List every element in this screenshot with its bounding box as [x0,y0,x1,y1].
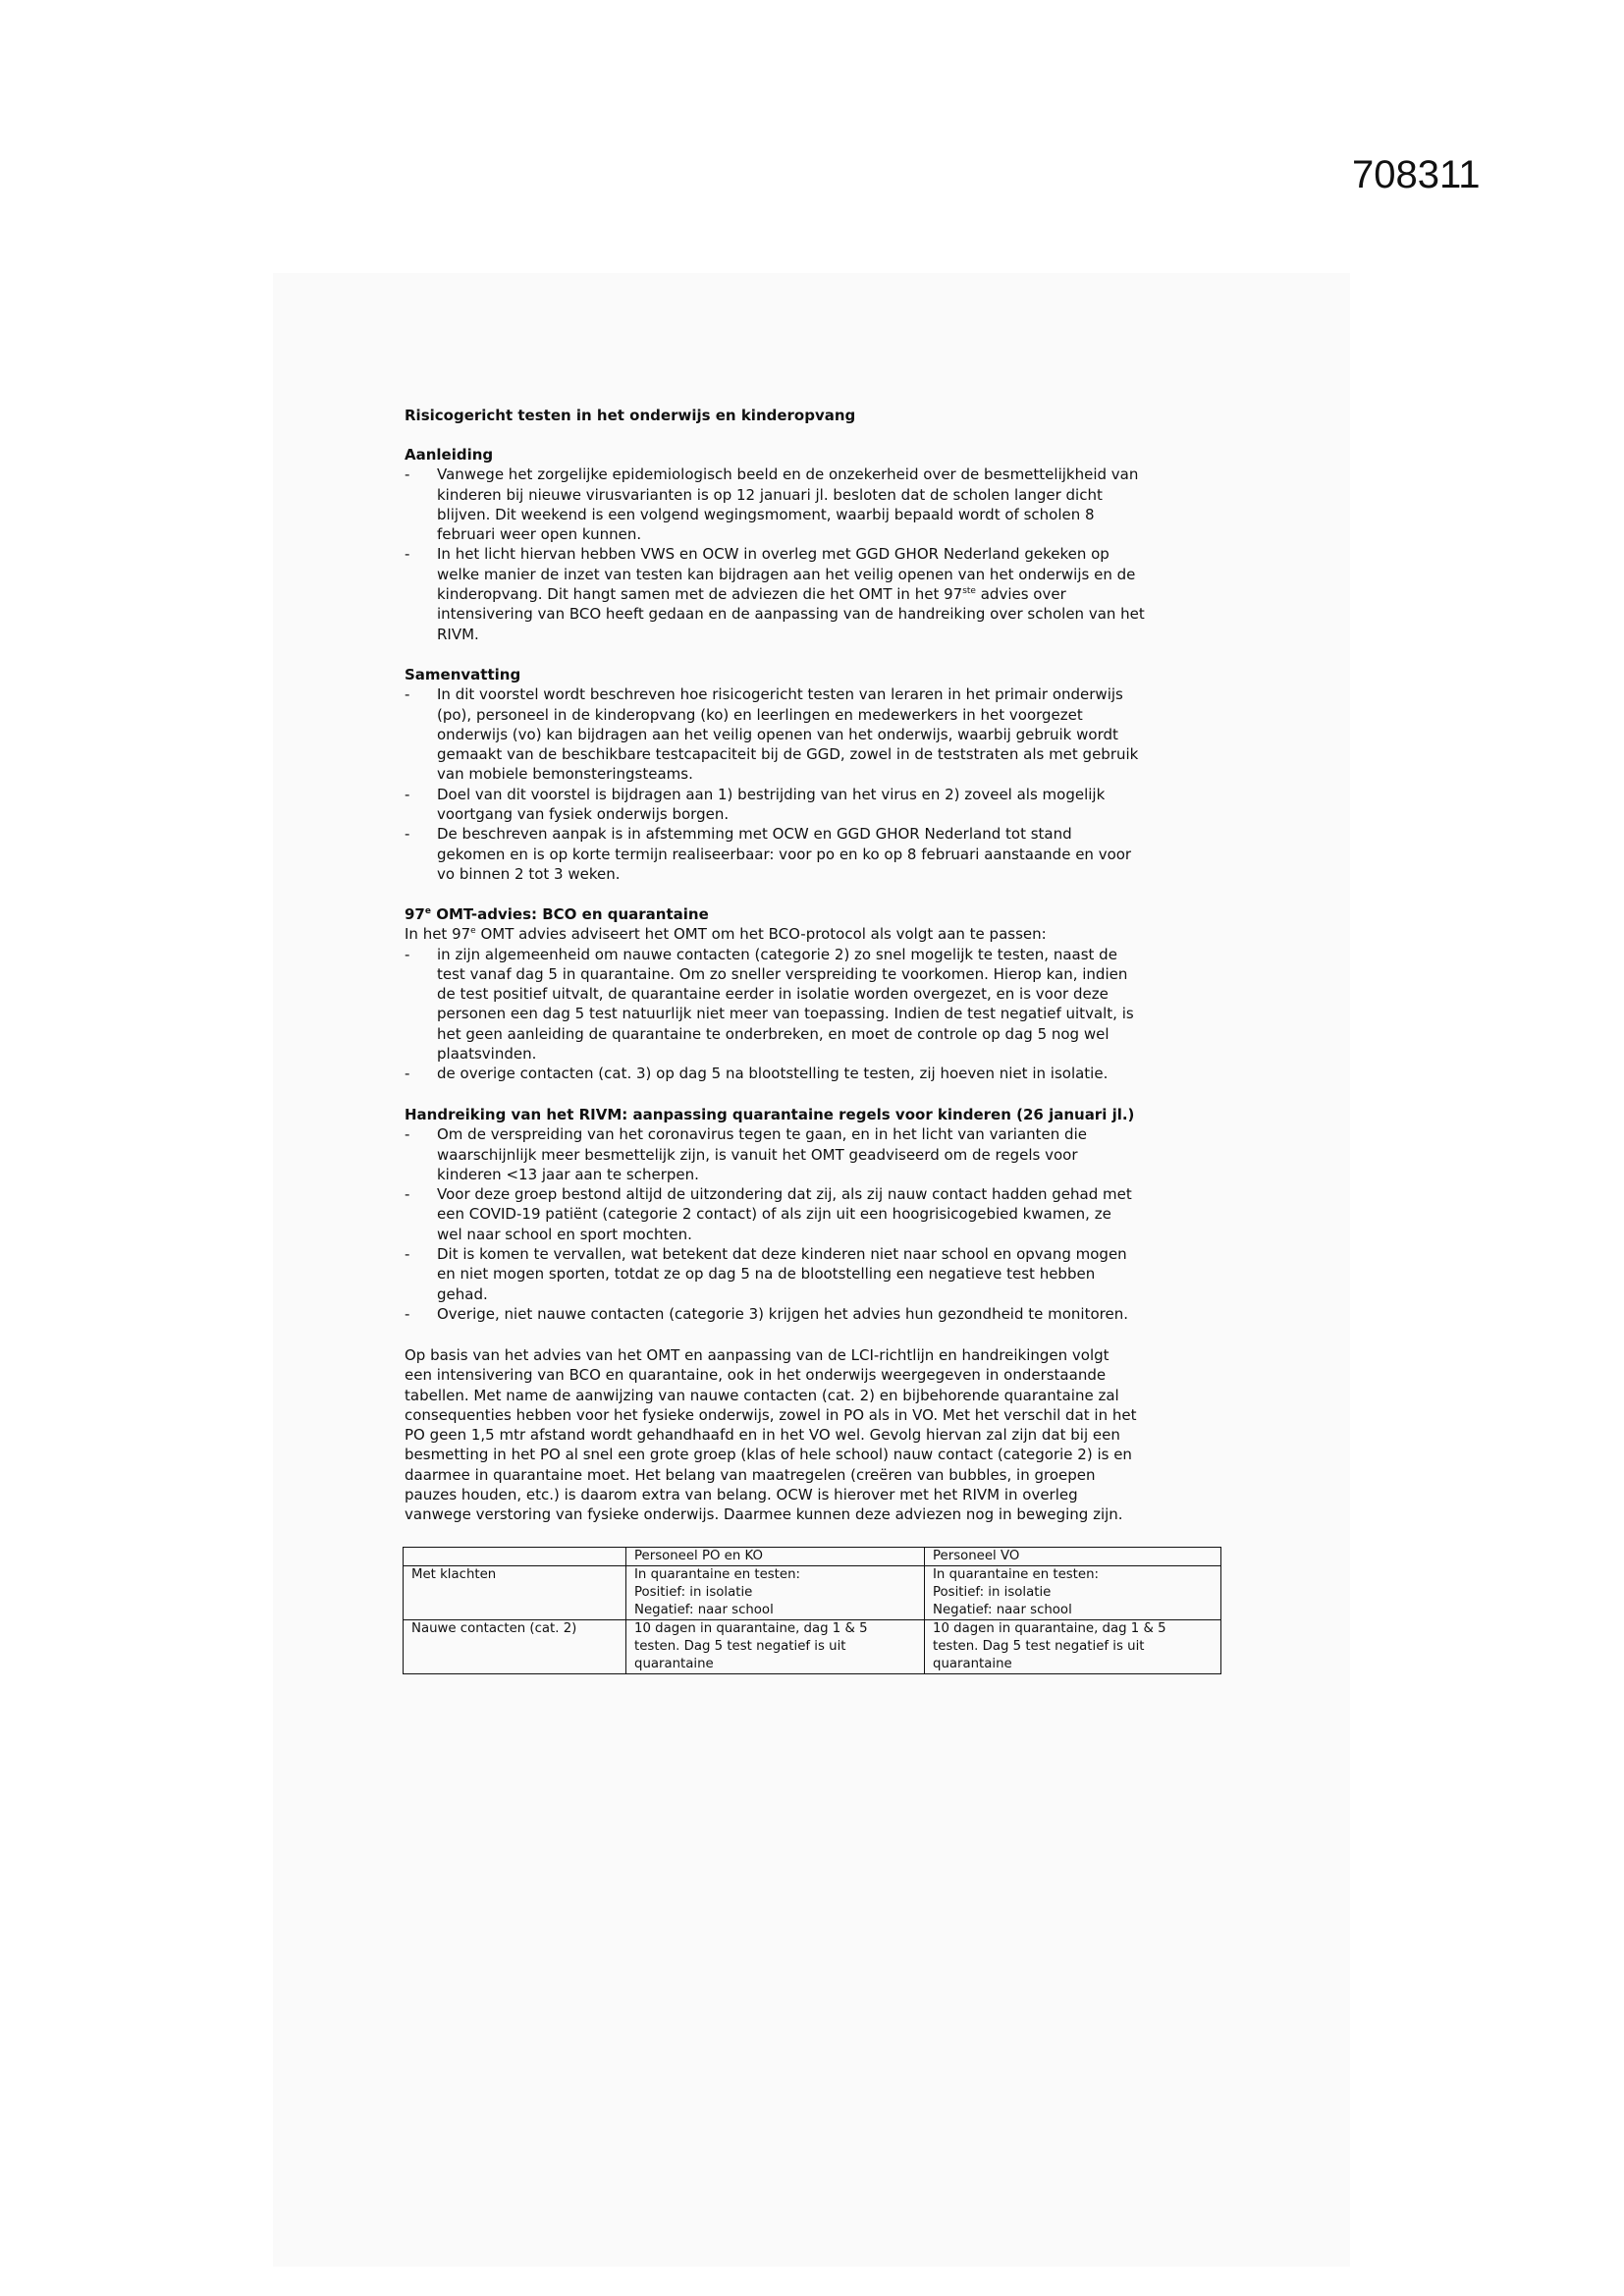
section-handreiking [405,1105,1249,1324]
section-intro: In het 97e OMT advies adviseert het OMT om het BCO-protocol als volgt aan te passen: [405,925,1047,944]
body-paragraph: Op basis van het advies van het OMT en aanpassing van de LCI-richtlijn en handreikingen volgt een intensivering van BCO en quarantaine, ook in het onderwijs weergegeven in onderstaande tabellen. Met name de aanwijzing van nauwe contacten (cat. 2) en bijbehorende quarantaine zal consequenties hebben voor het fysieke onderwijs, zowel in PO als in VO. Met het verschil dat in het PO geen 1,5 mtr afstand wordt gehandhaafd en in het VO wel. Gevolg hiervan zal zijn dat bij een besmetting in het PO al snel een grote groep (klas of hele school) nauw contact (categorie 2) is en daarmee in quarantaine moet. Het belang van maatregelen (creëren van bubbles, in groepen pauzes houden, etc.) is daarom extra van belang. OCW is hierover met het RIVM in overleg vanwege verstoring van fysieke onderwijs. Daarmee kunnen deze adviezen nog in beweging zijn. [405,1346,1137,1524]
section-heading: Aanleiding [405,446,494,464]
list-item: - Dit is komen te vervallen, wat betekent dat deze kinderen niet naar school en opvang mogen en niet mogen sporten, totdat ze op dag 5 na de blootstelling een negatieve test hebben gehad. [405,1245,1127,1303]
list-item: - Voor deze groep bestond altijd de uitzondering dat zij, als zij nauw contact hadden gehad met een COVID-19 patiënt (categorie 2 contact) of als zijn uit een hoogrisicogebied kwamen, ze wel naar school en sport mochten. [405,1185,1132,1243]
table-header-cell [404,1548,626,1566]
table-row [404,1566,1221,1620]
list-item: - Vanwege het zorgelijke epidemiologisch beeld en de onzekerheid over de besmettelijkheid van kinderen bij nieuwe virusvarianten is op 12 januari jl. besloten dat de scholen langer dicht blijven. Dit weekend is een volgend wegingsmoment, waarbij bepaald wordt of scholen 8 februari weer open kunnen. [405,465,1139,544]
list-item: - Om de verspreiding van het coronavirus tegen te gaan, en in het licht van varianten die waarschijnlijk meer besmettelijk zijn, is vanuit het OMT geadviseerd om de regels voor kinderen <13 jaar aan te scherpen. [405,1125,1087,1183]
table-cell: In quarantaine en testen: Positief: in isolatie Negatief: naar school [925,1566,1221,1620]
document-title: Risicogericht testen in het onderwijs en kinderopvang [405,407,856,424]
table-header-cell: Personeel VO [925,1548,1221,1566]
table-row [404,1620,1221,1674]
section-heading: 97e OMT-advies: BCO en quarantaine [405,905,709,923]
list-item: - De beschreven aanpak is in afstemming met OCW en GGD GHOR Nederland tot stand gekomen en is op korte termijn realiseerbaar: voor po en ko op 8 februari aanstaande en voor vo binnen 2 tot 3 weken. [405,825,1132,883]
table-cell: 10 dagen in quarantaine, dag 1 & 5 testen. Dag 5 test negatief is uit quarantaine [925,1620,1221,1674]
table-cell: Met klachten [404,1566,626,1620]
section-samenvatting [405,665,1249,884]
section-heading: Samenvatting [405,666,521,683]
table-header-cell: Personeel PO en KO [626,1548,925,1566]
list-item: - de overige contacten (cat. 3) op dag 5 na blootstelling te testen, zij hoeven niet in isolatie. [405,1065,1109,1083]
table-cell: In quarantaine en testen: Positief: in isolatie Negatief: naar school [626,1566,925,1620]
table-header-row [404,1548,1221,1566]
table-cell: Nauwe contacten (cat. 2) [404,1620,626,1674]
list-item: - In het licht hiervan hebben VWS en OCW in overleg met GGD GHOR Nederland gekeken op welke manier de inzet van testen kan bijdragen aan het veilig openen van het onderwijs en de kinderopvang. Dit hangt samen met de adviezen die het OMT in het 97ste advies over intensivering van BCO heeft gedaan en de aanpassing van de handreiking over scholen van het RIVM. [405,545,1145,643]
section-omt-advies [405,904,1249,1084]
list-item: - In dit voorstel wordt beschreven hoe risicogericht testen van leraren in het primair onderwijs (po), personeel in de kinderopvang (ko) en leerlingen en medewerkers in het voorgezet onderwijs (vo) kan bijdragen aan het veilig openen van het onderwijs, waarbij gebruik wordt gemaakt van de beschikbare testcapaciteit bij de GGD, zowel in de teststraten als met gebruik van mobiele bemonsteringsteams. [405,685,1139,784]
document-number: 708311 [1352,153,1481,196]
list-item: - Overige, niet nauwe contacten (categorie 3) krijgen het advies hun gezondheid te monitoren. [405,1304,1129,1323]
section-heading: Handreiking van het RIVM: aanpassing quarantaine regels voor kinderen (26 januari jl.) [405,1106,1135,1123]
list-item: - in zijn algemeenheid om nauwe contacten (categorie 2) zo snel mogelijk te testen, naast de test vanaf dag 5 in quarantaine. Om zo sneller verspreiding te voorkomen. Hierop kan, indien de test positief uitvalt, de quarantaine eerder in isolatie worden overgezet, en is voor deze personen een dag 5 test natuurlijk niet meer van toepassing. Indien de test negatief uitvalt, is het geen aanleiding de quarantaine te onderbreken, en moet de controle op dag 5 nog wel plaatsvinden. [405,945,1134,1064]
list-item: - Doel van dit voorstel is bijdragen aan 1) bestrijding van het virus en 2) zoveel als mogelijk voortgang van fysiek onderwijs borgen. [405,785,1106,824]
quarantine-table [403,1547,1221,1674]
section-aanleiding [405,445,1249,644]
table-cell: 10 dagen in quarantaine, dag 1 & 5 testen. Dag 5 test negatief is uit quarantaine [626,1620,925,1674]
